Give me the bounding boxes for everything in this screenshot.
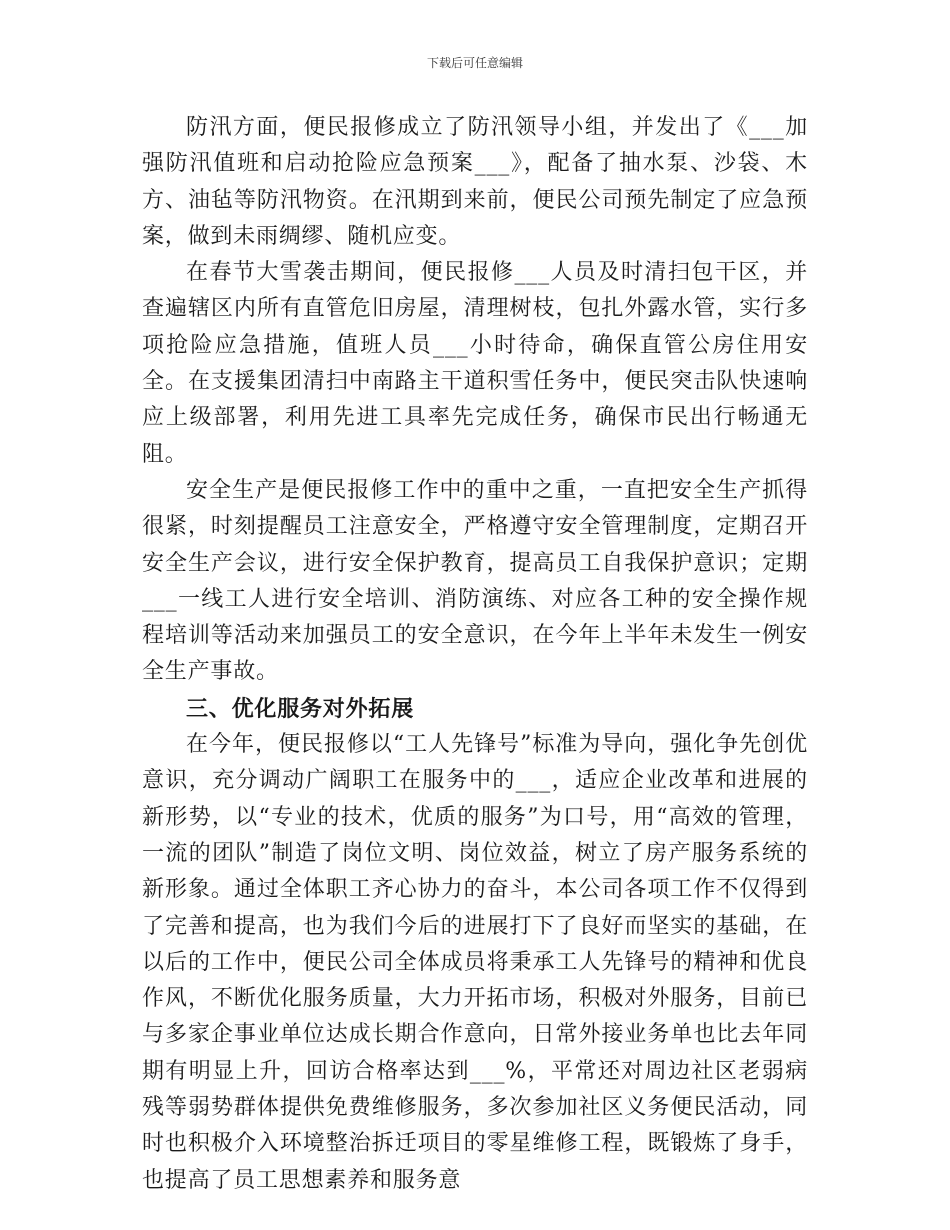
paragraph-snowstorm: 在春节大雪袭击期间，便民报修___人员及时清扫包干区，并查遍辖区内所有直管危旧房屋，清理树枝，包扎外露水管，实行多项抢险应急措施，值班人员___小时待命，确保直管公房住用安全。在支援集团清扫中南路主干道积雪任务中，便民突击队快速响应上级部署，利用先进工具率先完成任务，确保市民出行畅通无阻。 bbox=[142, 260, 808, 467]
section-heading: 三、优化服务对外拓展 bbox=[186, 695, 415, 722]
paragraph-service-optimization: 在今年，便民报修以“工人先锋号”标准为导向，强化争先创优意识，充分调动广阔职工在服务中的___，适应企业改革和进展的新形势，以“专业的技术，优质的服务”为口号，用“高效的管理，一流的团队”制造了岗位文明、岗位效益，树立了房产服务系统的新形象。通过全体职工齐心协力的奋斗，本公司各项工作不仅得到了完善和提高，也为我们今后的进展打下了良好而坚实的基础，在以后的工作中，便民公司全体成员将秉承工人先锋号的精神和优良作风，不断优化服务质量，大力开拓市场，积极对外服务，目前已与多家企事业单位达成长期合作意向，日常外接业务单也比去年同期有明显上升，回访合格率达到___%，平常还对周边社区老弱病残等弱势群体提供免费维修服务，多次参加社区义务便民活动，同时也积极介入环境整治拆迁项目的零星维修工程，既锻炼了身手，也提高了员工思想素养和服务意 bbox=[142, 732, 808, 1193]
paragraph-safety: 安全生产是便民报修工作中的重中之重，一直把安全生产抓得很紧，时刻提醒员工注意安全，严格遵守安全管理制度，定期召开安全生产会议，进行安全保护教育，提高员工自我保护意识；定期___一线工人进行安全培训、消防演练、对应各工种的安全操作规程培训等活动来加强员工的安全意识，在今年上半年未发生一例安全生产事故。 bbox=[142, 477, 808, 685]
page-header-caption: 下载后可任意编辑 bbox=[426, 56, 523, 70]
paragraph-flood-control: 防汛方面，便民报修成立了防汛领导小组，并发出了《___加强防汛值班和启动抢险应急预案___》，配备了抽水泵、沙袋、木方、油毡等防汛物资。在汛期到来前，便民公司预先制定了应急预案，做到未雨绸缪、随机应变。 bbox=[142, 115, 808, 249]
document-body bbox=[142, 110, 808, 1199]
